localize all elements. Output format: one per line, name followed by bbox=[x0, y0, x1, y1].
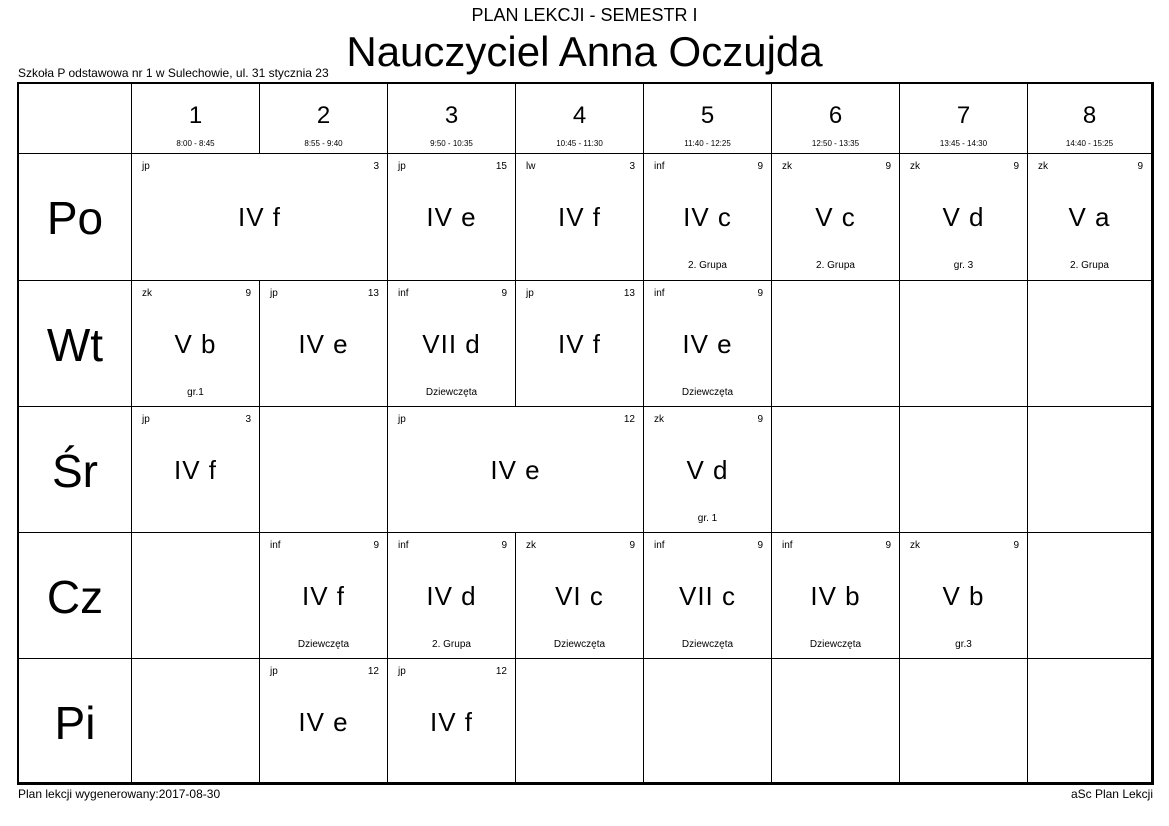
empty-cell bbox=[644, 659, 772, 783]
lesson-group: 2. Grupa bbox=[688, 260, 727, 271]
period-header bbox=[260, 84, 388, 154]
lesson-group: 2. Grupa bbox=[1070, 260, 1109, 271]
lesson-class: V a bbox=[1068, 202, 1111, 232]
lesson-room: 9 bbox=[373, 540, 379, 551]
lesson-cell bbox=[644, 533, 772, 659]
lesson-room: 9 bbox=[1013, 540, 1019, 551]
lesson-subject: zk bbox=[910, 540, 920, 551]
lesson-class: IV f bbox=[557, 202, 601, 232]
period-header bbox=[772, 84, 900, 154]
lesson-cell bbox=[516, 154, 644, 281]
lesson-class: V d bbox=[686, 455, 729, 485]
empty-cell bbox=[900, 281, 1028, 407]
period-time: 14:40 - 15:25 bbox=[1065, 139, 1114, 148]
lesson-room: 9 bbox=[1137, 161, 1143, 172]
day-name: Śr bbox=[52, 445, 98, 497]
lesson-room: 9 bbox=[885, 161, 891, 172]
period-number: 7 bbox=[956, 102, 971, 129]
empty-cell bbox=[1028, 281, 1152, 407]
lesson-class: IV c bbox=[683, 202, 732, 232]
lesson-subject: jp bbox=[398, 666, 406, 677]
lesson-cell bbox=[388, 533, 516, 659]
lesson-subject: inf bbox=[654, 288, 665, 299]
day-label bbox=[19, 407, 132, 533]
period-time: 10:45 - 11:30 bbox=[556, 139, 603, 148]
lesson-cell bbox=[132, 407, 260, 533]
lesson-room: 9 bbox=[501, 288, 507, 299]
lesson-subject: lw bbox=[526, 161, 536, 172]
generated-date: Plan lekcji wygenerowany:2017-08-30 bbox=[18, 787, 221, 801]
lesson-subject: jp bbox=[270, 288, 278, 299]
period-header bbox=[132, 84, 260, 154]
empty-cell bbox=[772, 281, 900, 407]
lesson-cell bbox=[900, 533, 1028, 659]
lesson-cell bbox=[388, 407, 644, 533]
empty-cell bbox=[900, 659, 1028, 783]
empty-cell bbox=[772, 659, 900, 783]
empty-cell bbox=[900, 407, 1028, 533]
lesson-subject: zk bbox=[1038, 161, 1048, 172]
lesson-room: 9 bbox=[245, 288, 251, 299]
lesson-subject: jp bbox=[270, 666, 278, 677]
lesson-cell bbox=[644, 154, 772, 281]
day-name: Wt bbox=[46, 319, 104, 371]
lesson-subject: inf bbox=[782, 540, 793, 551]
period-number: 8 bbox=[1082, 102, 1097, 129]
lesson-cell bbox=[516, 533, 644, 659]
period-time: 9:50 - 10:35 bbox=[430, 139, 473, 148]
lesson-room: 9 bbox=[501, 540, 507, 551]
lesson-class: VII d bbox=[422, 329, 481, 359]
lesson-cell bbox=[900, 154, 1028, 281]
lesson-class: IV f bbox=[557, 329, 601, 359]
lesson-cell bbox=[260, 533, 388, 659]
lesson-room: 15 bbox=[495, 161, 507, 172]
lesson-class: IV e bbox=[298, 329, 349, 359]
period-number: 3 bbox=[444, 102, 459, 129]
period-header bbox=[516, 84, 644, 154]
lesson-group: gr.3 bbox=[955, 639, 972, 650]
lesson-cell bbox=[644, 407, 772, 533]
lesson-class: V c bbox=[815, 202, 856, 232]
period-header bbox=[900, 84, 1028, 154]
empty-cell bbox=[516, 659, 644, 783]
lesson-room: 12 bbox=[367, 666, 379, 677]
day-label bbox=[19, 154, 132, 281]
period-header bbox=[644, 84, 772, 154]
lesson-subject: zk bbox=[526, 540, 536, 551]
lesson-class: IV f bbox=[429, 707, 473, 737]
empty-cell bbox=[132, 659, 260, 783]
lesson-group: 2. Grupa bbox=[432, 639, 471, 650]
lesson-cell bbox=[132, 154, 388, 281]
school-address: Szkoła P odstawowa nr 1 w Sulechowie, ul. 31 stycznia 23 bbox=[18, 66, 329, 80]
lesson-cell bbox=[260, 281, 388, 407]
lesson-group: Dziewczęta bbox=[425, 387, 478, 398]
lesson-room: 9 bbox=[885, 540, 891, 551]
empty-cell bbox=[260, 407, 388, 533]
corner-cell bbox=[19, 84, 132, 154]
day-name: Pi bbox=[54, 697, 96, 749]
lesson-room: 9 bbox=[1013, 161, 1019, 172]
lesson-subject: zk bbox=[142, 288, 152, 299]
lesson-group: gr. 3 bbox=[953, 260, 974, 271]
lesson-subject: inf bbox=[398, 540, 409, 551]
lesson-cell bbox=[132, 281, 260, 407]
lesson-subject: inf bbox=[398, 288, 409, 299]
lesson-cell bbox=[388, 281, 516, 407]
lesson-class: IV e bbox=[490, 455, 541, 485]
period-time: 11:40 - 12:25 bbox=[684, 139, 731, 148]
period-time: 8:00 - 8:45 bbox=[176, 139, 215, 148]
lesson-cell bbox=[1028, 154, 1152, 281]
empty-cell bbox=[772, 407, 900, 533]
lesson-group: gr. 1 bbox=[697, 513, 718, 524]
lesson-class: IV b bbox=[810, 581, 861, 611]
lesson-subject: jp bbox=[142, 161, 150, 172]
day-name: Po bbox=[46, 192, 104, 244]
period-time: 12:50 - 13:35 bbox=[811, 139, 860, 148]
lesson-room: 3 bbox=[373, 161, 379, 172]
lesson-room: 9 bbox=[757, 540, 763, 551]
lesson-subject: zk bbox=[910, 161, 920, 172]
period-number: 5 bbox=[700, 102, 715, 129]
lesson-room: 9 bbox=[629, 540, 635, 551]
lesson-subject: jp bbox=[398, 414, 406, 425]
empty-cell bbox=[1028, 533, 1152, 659]
lesson-subject: inf bbox=[654, 161, 665, 172]
timetable-grid bbox=[17, 82, 1154, 785]
lesson-class: IV e bbox=[298, 707, 349, 737]
day-label bbox=[19, 533, 132, 659]
day-label bbox=[19, 281, 132, 407]
lesson-subject: jp bbox=[526, 288, 534, 299]
empty-cell bbox=[132, 533, 260, 659]
period-number: 4 bbox=[572, 102, 587, 129]
lesson-cell bbox=[772, 533, 900, 659]
lesson-subject: jp bbox=[142, 414, 150, 425]
lesson-class: IV f bbox=[173, 455, 217, 485]
lesson-cell bbox=[772, 154, 900, 281]
lesson-cell bbox=[516, 281, 644, 407]
lesson-class: IV f bbox=[301, 581, 345, 611]
lesson-class: V d bbox=[942, 202, 985, 232]
lesson-class: IV f bbox=[237, 202, 281, 232]
lesson-class: V b bbox=[174, 329, 217, 359]
teacher-title: Nauczyciel Anna Oczujda bbox=[346, 28, 823, 75]
empty-cell bbox=[1028, 407, 1152, 533]
period-header bbox=[388, 84, 516, 154]
lesson-class: IV d bbox=[426, 581, 477, 611]
lesson-subject: inf bbox=[654, 540, 665, 551]
lesson-room: 13 bbox=[367, 288, 379, 299]
lesson-cell bbox=[388, 659, 516, 783]
lesson-group: Dziewczęta bbox=[681, 639, 734, 650]
lesson-group: Dziewczęta bbox=[809, 639, 862, 650]
lesson-cell bbox=[388, 154, 516, 281]
lesson-class: IV e bbox=[682, 329, 733, 359]
lesson-room: 9 bbox=[757, 414, 763, 425]
lesson-group: Dziewczęta bbox=[681, 387, 734, 398]
lesson-group: gr.1 bbox=[187, 387, 204, 398]
empty-cell bbox=[1028, 659, 1152, 783]
day-label bbox=[19, 659, 132, 783]
lesson-room: 12 bbox=[623, 414, 635, 425]
lesson-room: 3 bbox=[245, 414, 251, 425]
period-number: 1 bbox=[188, 102, 203, 129]
lesson-room: 3 bbox=[629, 161, 635, 172]
day-name: Cz bbox=[46, 571, 104, 623]
lesson-subject: zk bbox=[782, 161, 792, 172]
lesson-group: 2. Grupa bbox=[816, 260, 855, 271]
period-header bbox=[1028, 84, 1152, 154]
lesson-subject: jp bbox=[398, 161, 406, 172]
lesson-subject: inf bbox=[270, 540, 281, 551]
lesson-group: Dziewczęta bbox=[297, 639, 350, 650]
plan-heading: PLAN LEKCJI - SEMESTR I bbox=[471, 5, 698, 25]
lesson-cell bbox=[644, 281, 772, 407]
lesson-room: 9 bbox=[757, 161, 763, 172]
lesson-room: 12 bbox=[495, 666, 507, 677]
app-credit: aSc Plan Lekcji bbox=[1070, 787, 1153, 801]
lesson-group: Dziewczęta bbox=[553, 639, 606, 650]
lesson-room: 13 bbox=[623, 288, 635, 299]
lesson-class: VII c bbox=[678, 581, 736, 611]
lesson-room: 9 bbox=[757, 288, 763, 299]
lesson-cell bbox=[260, 659, 388, 783]
lesson-class: V b bbox=[942, 581, 985, 611]
period-number: 2 bbox=[316, 102, 331, 129]
lesson-class: IV e bbox=[426, 202, 477, 232]
period-time: 8:55 - 9:40 bbox=[304, 139, 343, 148]
period-time: 13:45 - 14:30 bbox=[939, 139, 988, 148]
lesson-class: VI c bbox=[555, 581, 604, 611]
lesson-subject: zk bbox=[654, 414, 664, 425]
period-number: 6 bbox=[828, 102, 843, 129]
